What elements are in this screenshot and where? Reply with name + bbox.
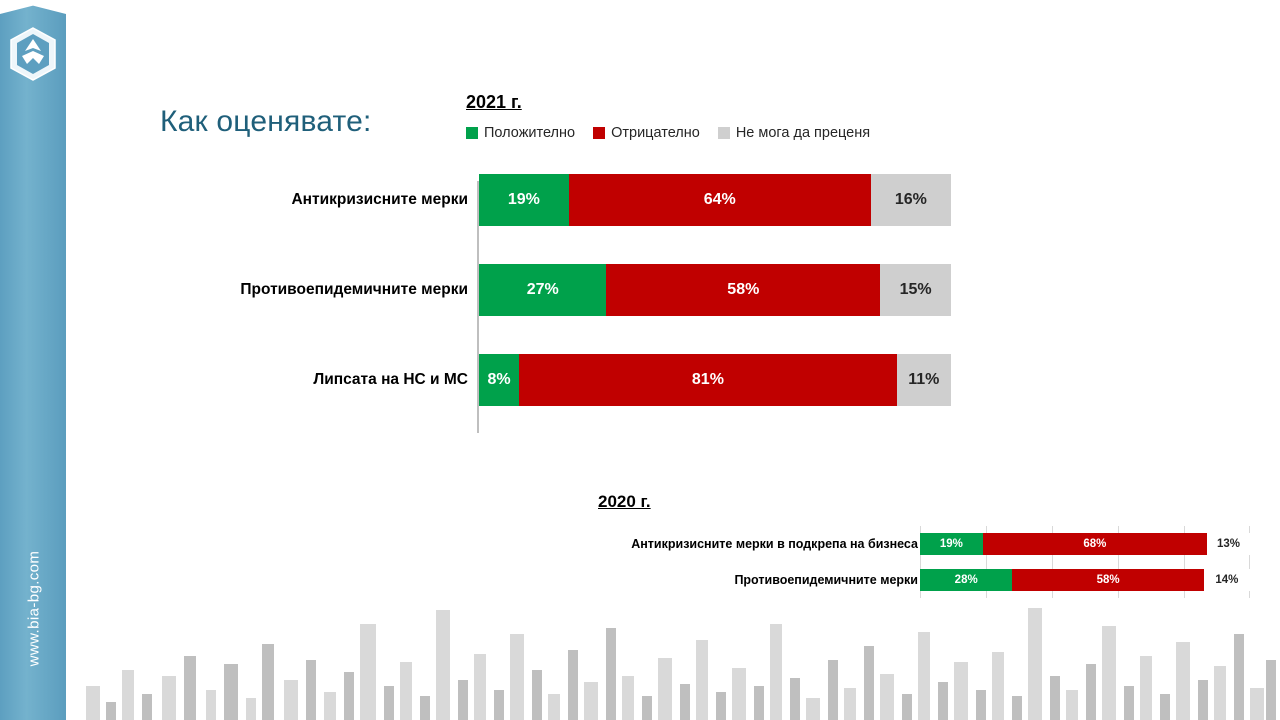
stacked-bar-anti-epidemic-2020	[920, 569, 1250, 591]
legend-label-cannot-judge: Не мога да преценя	[735, 125, 871, 141]
bar-segment-cannot-judge: 11%	[897, 354, 951, 406]
category-label-missing-ns-ms-2021: Липсата на НС и МС	[313, 371, 468, 388]
bar-segment-cannot-judge: 15%	[880, 264, 951, 316]
category-label-anti-crisis-2021: Антикризисните мерки	[291, 191, 468, 208]
stacked-bar-missing-ns-ms-2021	[479, 354, 951, 406]
page-title: Как оценявате:	[160, 105, 372, 138]
stacked-bar-anti-epidemic-2021	[479, 264, 951, 316]
category-label-anti-crisis-2020: Антикризисните мерки в подкрепа на бизнеса	[631, 537, 918, 551]
bar-segment-cannot-judge: 14%	[1204, 569, 1250, 591]
category-label-anti-epidemic-2020: Противоепидемичните мерки	[734, 573, 918, 587]
bar-segment-positive: 28%	[920, 569, 1012, 591]
bia-logo-icon	[8, 26, 58, 82]
bar-segment-cannot-judge: 16%	[871, 174, 951, 226]
chart-2021-plot-area	[240, 155, 966, 425]
bar-segment-positive: 19%	[479, 174, 569, 226]
table-row	[291, 155, 966, 245]
legend-swatch-positive	[466, 127, 478, 139]
bar-segment-positive: 19%	[920, 533, 983, 555]
stacked-bar-anti-crisis-2021	[479, 174, 951, 226]
brand-sidebar	[0, 0, 66, 720]
chart-2020-title: 2020 г.	[598, 492, 651, 511]
skyline-decoration	[66, 600, 1280, 720]
chart-2021-title: 2021 г.	[466, 92, 522, 112]
chart-legend	[466, 125, 966, 141]
legend-item-cannot-judge	[718, 125, 870, 141]
sidebar-notch	[0, 0, 66, 14]
legend-item-positive	[466, 125, 575, 141]
legend-swatch-negative	[593, 127, 605, 139]
table-row	[598, 562, 1258, 598]
table-row	[240, 245, 966, 335]
bar-segment-negative: 58%	[1012, 569, 1203, 591]
bar-segment-cannot-judge: 13%	[1207, 533, 1250, 555]
site-url-label: www.bia-bg.com	[25, 550, 43, 667]
table-row	[598, 526, 1258, 562]
stacked-bar-anti-crisis-2020	[920, 533, 1250, 555]
chart-2020	[598, 492, 1258, 598]
bar-segment-negative: 58%	[606, 264, 880, 316]
table-row	[313, 335, 966, 425]
legend-label-negative: Отрицателно	[611, 125, 700, 141]
bar-segment-negative: 81%	[519, 354, 897, 406]
legend-label-positive: Положително	[484, 125, 576, 141]
legend-item-negative	[593, 125, 700, 141]
legend-swatch-cannot-judge	[718, 127, 730, 139]
bar-segment-negative: 68%	[983, 533, 1207, 555]
chart-2020-plot-area	[598, 526, 1258, 598]
category-label-anti-epidemic-2021: Противоепидемичните мерки	[240, 281, 468, 298]
bar-segment-positive: 27%	[479, 264, 606, 316]
bar-segment-positive: 8%	[479, 354, 519, 406]
bar-segment-negative: 64%	[569, 174, 871, 226]
